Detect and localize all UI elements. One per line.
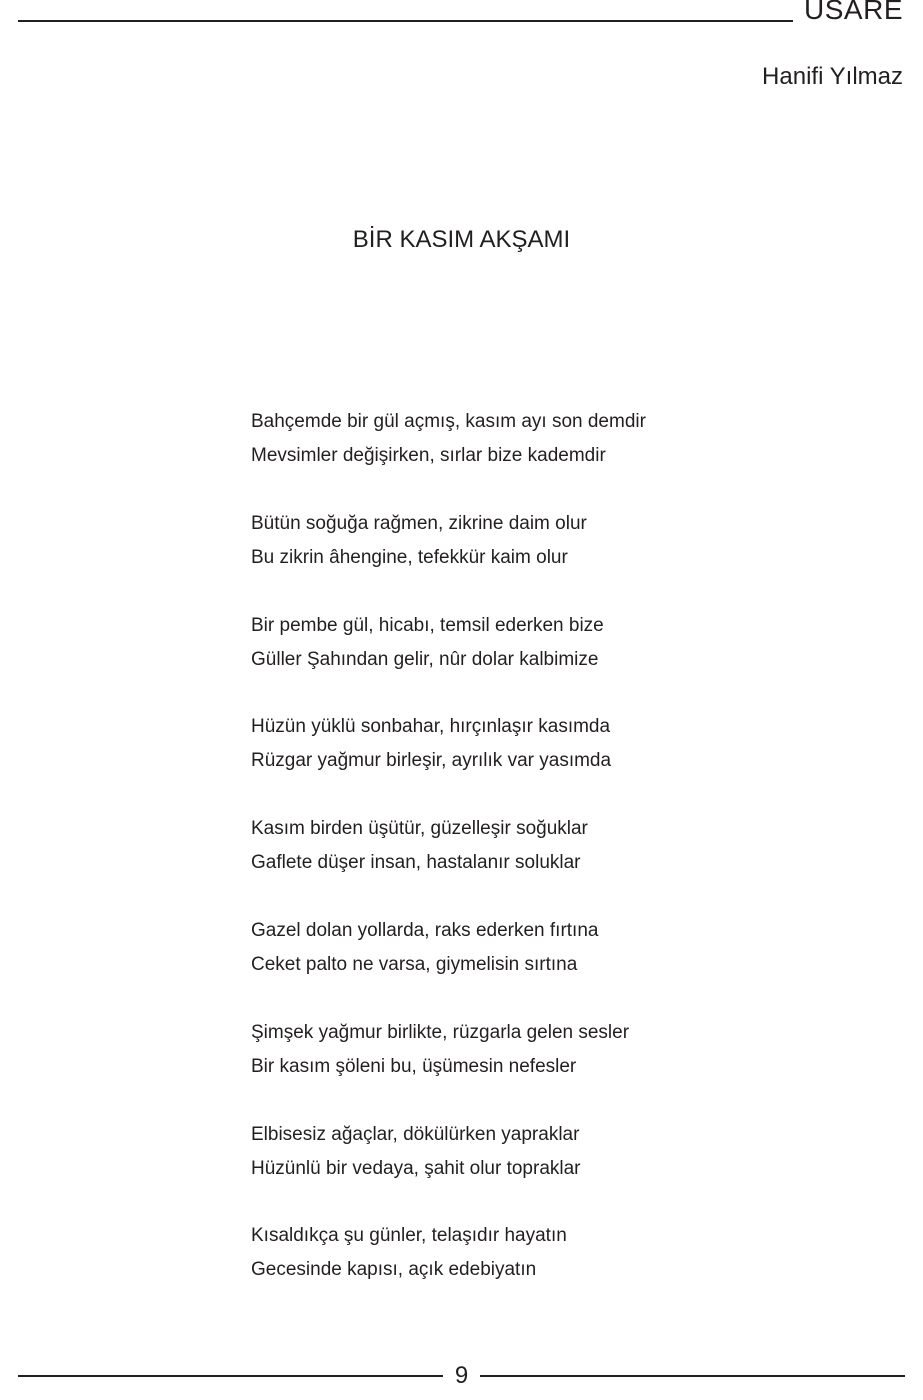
stanza — [251, 1016, 851, 1118]
poem-line: Ceket palto ne varsa, giymelisin sırtına — [251, 953, 578, 975]
stanza — [251, 710, 851, 812]
header-rule — [18, 20, 793, 22]
stanza — [251, 1118, 851, 1220]
stanza — [251, 405, 851, 507]
stanza — [251, 609, 851, 711]
poem-line: Rüzgar yağmur birleşir, ayrılık var yasımda — [251, 750, 612, 772]
poem-line: Gazel dolan yollarda, raks ederken fırtına — [251, 919, 599, 941]
poem-line: Gaflete düşer insan, hastalanır soluklar — [251, 852, 581, 874]
poem-line: Elbisesiz ağaçlar, dökülürken yapraklar — [251, 1123, 580, 1145]
poem-line: Mevsimler değişirken, sırlar bize kademdir — [251, 445, 606, 466]
footer-rule-left — [18, 1375, 443, 1377]
poem-line: Bütün soğuğa rağmen, zikrine daim olur — [251, 512, 587, 534]
stanza — [251, 812, 851, 914]
poem-line: Bu zikrin âhengine, tefekkür kaim olur — [251, 546, 568, 568]
poem-line: Hüzünlü bir vedaya, şahit olur topraklar — [251, 1157, 581, 1179]
stanza — [251, 507, 851, 609]
poem-line: Gecesinde kapısı, açık edebiyatın — [251, 1259, 537, 1281]
poem-title: BİR KASIM AKŞAMI — [352, 226, 571, 253]
poem-line: Güller Şahından gelir, nûr dolar kalbimize — [251, 648, 599, 670]
page-number: 9 — [454, 1362, 469, 1389]
journal-name: USARE — [804, 0, 903, 25]
poem-line: Kasım birden üşütür, güzelleşir soğuklar — [251, 818, 588, 840]
poem-line: Bir kasım şöleni bu, üşümesin nefesler — [251, 1055, 577, 1077]
footer-rule-right — [480, 1375, 905, 1377]
poem-line: Şimşek yağmur birlikte, rüzgarla gelen sesler — [251, 1021, 630, 1043]
author-name: Hanifi Yılmaz — [762, 63, 903, 90]
stanza — [251, 1219, 851, 1321]
stanza — [251, 914, 851, 1016]
poem-line: Bahçemde bir gül açmış, kasım ayı son demdir — [251, 411, 646, 432]
poem-body — [251, 405, 851, 1321]
poem-line: Hüzün yüklü sonbahar, hırçınlaşır kasımda — [251, 716, 611, 738]
poem-line: Bir pembe gül, hicabı, temsil ederken bize — [251, 614, 604, 636]
poem-line: Kısaldıkça şu günler, telaşıdır hayatın — [251, 1225, 567, 1247]
